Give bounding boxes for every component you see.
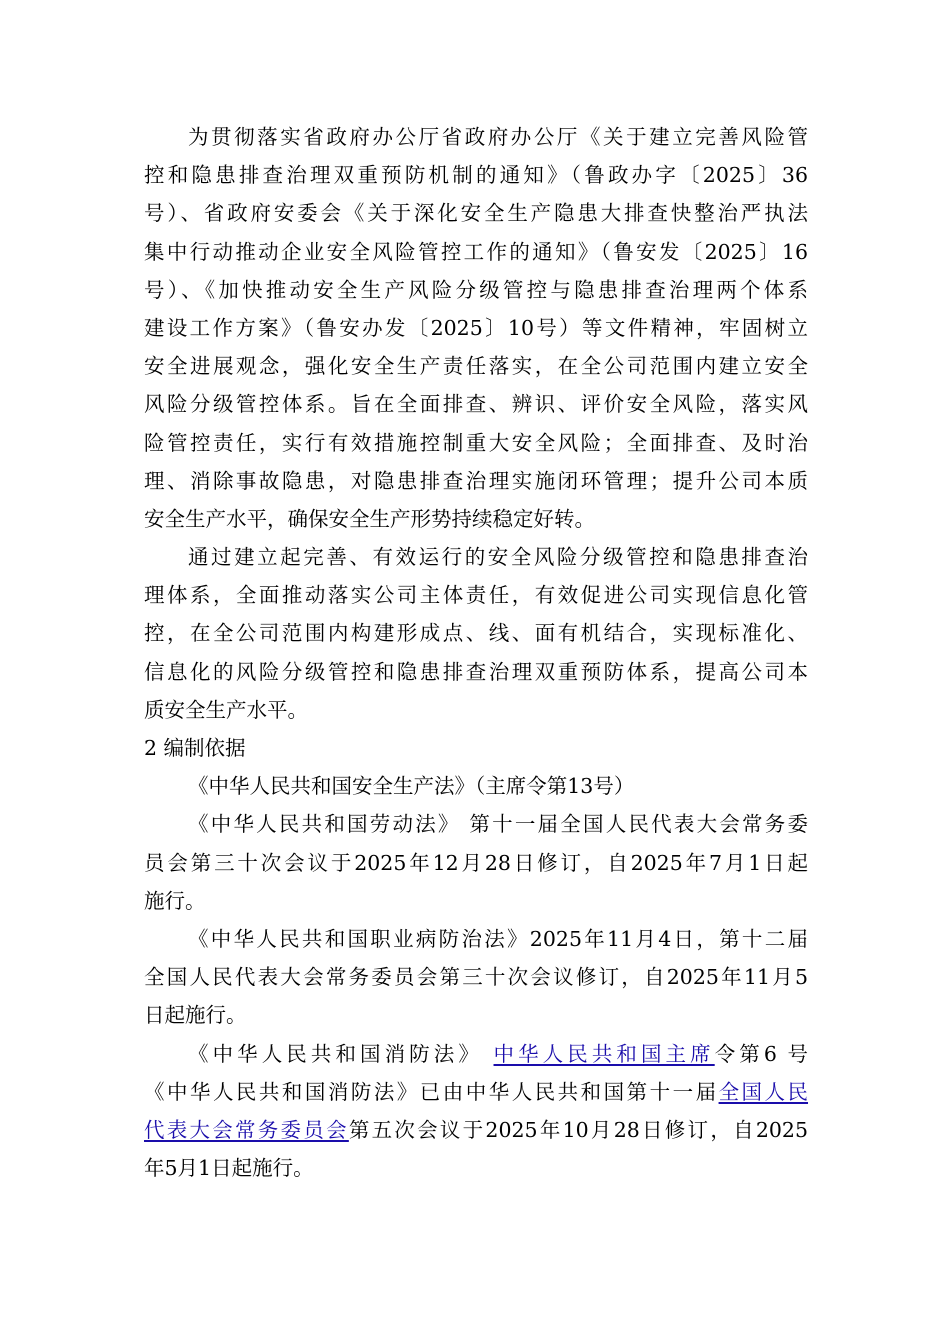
law-item-labor [144, 805, 808, 920]
paragraph-line: 通过建立起完善、有效运行的安全风险分级管控和隐患排查治 [188, 545, 808, 570]
paragraph-line: 理、消除事故隐患，对隐患排查治理实施闭环管理；提升公司本质 [144, 468, 808, 493]
intro-paragraph [144, 118, 808, 538]
paragraph-line [144, 1111, 808, 1149]
npc-link-part2[interactable]: 代表大会常务委员会 [144, 1117, 349, 1142]
paragraph-line: 风险分级管控体系。旨在全面排查、辨识、评价安全风险，落实风 [144, 392, 808, 417]
text-segment: 《中华人民共和国消防法》 [188, 1041, 483, 1066]
npc-link-part1[interactable]: 全国人民 [718, 1079, 809, 1104]
law-item-safety: 《中华人民共和国安全生产法》（主席令第13号） [188, 774, 635, 799]
section-heading: 2 编制依据 [144, 736, 246, 760]
paragraph-line [144, 1073, 808, 1111]
paragraph-line: 质安全生产水平。 [144, 697, 308, 722]
paragraph-line: 号）、《加快推动安全生产风险分级管控与隐患排查治理两个体系 [144, 277, 808, 302]
president-link[interactable]: 中华人民共和国主席 [493, 1041, 715, 1066]
document-page [144, 118, 808, 1187]
paragraph-line [144, 1035, 808, 1073]
paragraph-line: 集中行动推动企业安全风险管控工作的通知》（鲁安发〔2025〕16 [144, 239, 808, 264]
text-segment: 令第6 号 [714, 1041, 808, 1066]
paragraph-line: 险管控责任，实行有效措施控制重大安全风险；全面排查、及时治 [144, 430, 808, 455]
paragraph-line: 为贯彻落实省政府办公厅省政府办公厅《关于建立完善风险管 [188, 125, 808, 149]
goal-paragraph [144, 538, 808, 729]
paragraph-line: 建设工作方案》（鲁安办发〔2025〕10号）等文件精神，牢固树立 [144, 315, 808, 340]
paragraph-line: 《中华人民共和国职业病防治法》2025年11月4日，第十二届 [188, 926, 808, 951]
law-item-fire-protection [144, 1035, 808, 1188]
text-segment: 第五次会议于2025年10月28日修订，自2025 [348, 1117, 809, 1142]
paragraph-line: 全国人民代表大会常务委员会第三十次会议修订，自2025年11月5 [144, 965, 808, 990]
law-item-occupational-disease [144, 920, 808, 1035]
paragraph-line: 施行。 [144, 888, 206, 913]
paragraph-line: 号）、省政府安委会《关于深化安全生产隐患大排查快整治严执法 [144, 201, 808, 226]
paragraph-line: 员会第三十次会议于2025年12月28日修订，自2025年7月1日起 [144, 850, 808, 875]
paragraph-line: 安全进展观念，强化安全生产责任落实，在全公司范围内建立安全 [144, 354, 808, 379]
text-segment: 《中华人民共和国消防法》已由中华人民共和国第十一届 [144, 1079, 719, 1104]
paragraph-line: 日起施行。 [144, 1003, 247, 1028]
paragraph-line: 理体系，全面推动落实公司主体责任，有效促进公司实现信息化管 [144, 583, 808, 608]
paragraph-line: 控，在全公司范围内构建形成点、线、面有机结合，实现标准化、 [144, 621, 808, 646]
paragraph-line: 信息化的风险分级管控和隐患排查治理双重预防体系，提高公司本 [144, 659, 808, 684]
paragraph-line: 控和隐患排查治理双重预防机制的通知》（鲁政办字〔2025〕36 [144, 163, 808, 188]
paragraph-line: 年5月1日起施行。 [144, 1156, 314, 1181]
paragraph-line: 《中华人民共和国劳动法》 第十一届全国人民代表大会常务委 [188, 812, 808, 837]
paragraph-line: 安全生产水平，确保安全生产形势持续稳定好转。 [144, 506, 595, 531]
